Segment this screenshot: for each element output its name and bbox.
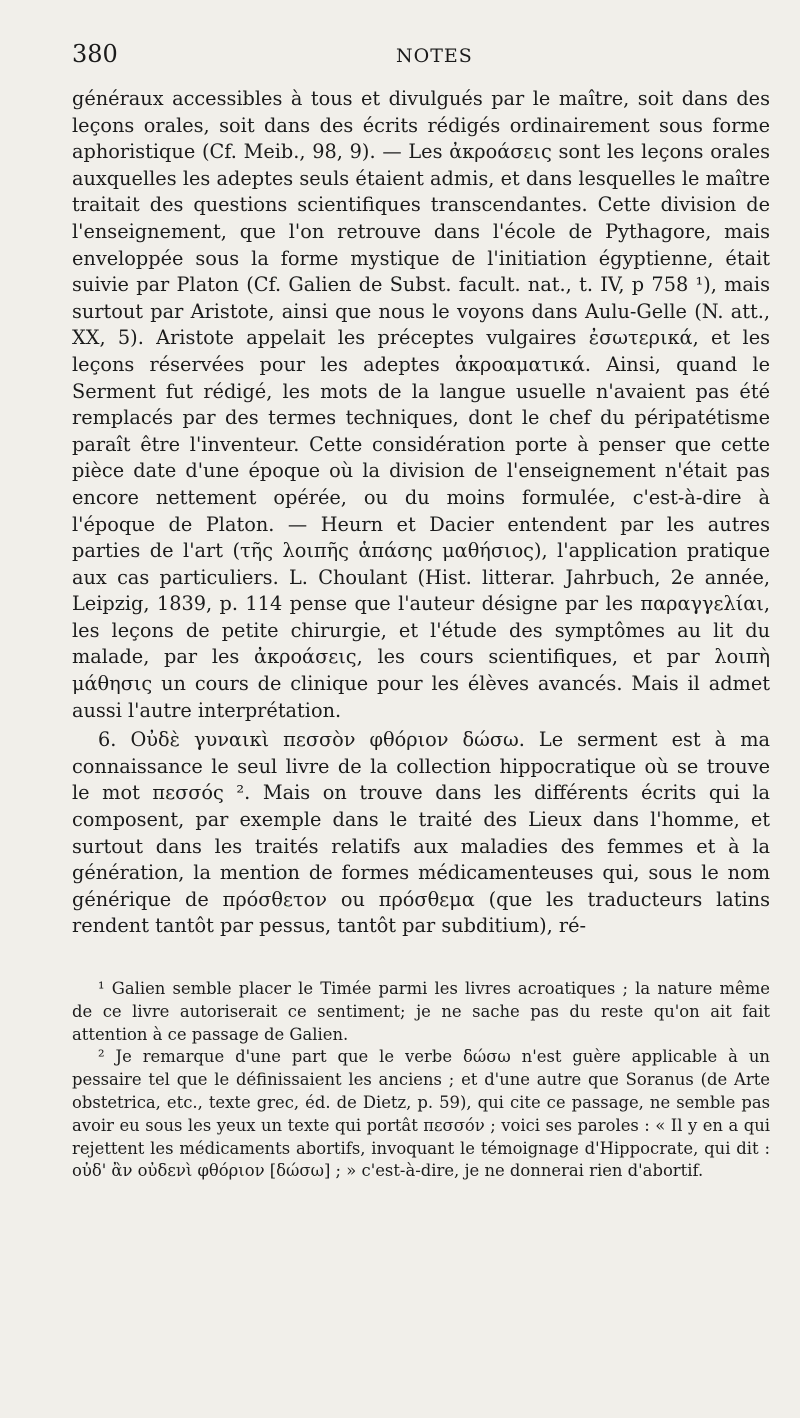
footnote: ¹ Galien semble placer le Timée parmi les livres acroatiques ; la nature même de ce livre autoriserait ce sentiment; je ne sache pas du reste qu'on ait fait attention à ce passage de Galien. xyxy=(72,979,770,1044)
paragraph: généraux accessibles à tous et divulgués par le maître, soit dans des leçons orales, soit dans des écrits rédigés ordinairement sous forme aphoristique (Cf. Meib., 98, 9). — Les ἀκροάσεις sont les leçons orales auxquelles les adeptes seuls étaient admis, et dans lesquelles le maître traitait des questions scientifiques transcendantes. Cette division de l'enseignement, que l'on retrouve dans l'école de Pythagore, mais enveloppée sous la forme mystique de l'initiation égyptienne, était suivie par Platon (Cf. Galien de Subst. facult. nat., t. IV, p 758 ¹), mais surtout par Aristote, ainsi que nous le voyons dans Aulu-Gelle (N. att., XX, 5). Aristote appelait les préceptes vulgaires ἐσωτερικά, et les leçons réservées pour les adeptes ἀκροαματικά. Ainsi, quand le Serment fut rédigé, les mots de la langue usuelle n'avaient pas été remplacés par des termes techniques, dont le chef du péripatétisme paraît être l'inventeur. Cette considération porte à penser que cette pièce date d'une époque où la division de l'enseignement n'était pas encore nettement opérée, ou du moins formulée, c'est-à-dire à l'époque de Platon. — Heurn et Dacier entendent par les autres parties de l'art (τῆς λοιπῆς ἁπάσης μαθήσιος), l'application pratique aux cas particuliers. L. Choulant (Hist. litterar. Jahrbuch, 2e année, Leipzig, 1839, p. 114 pense que l'auteur désigne par les παραγγελίαι, les leçons de petite chirurgie, et l'étude des symptômes au lit du malade, par les ἀκροάσεις, les cours scientifiques, et par λοιπὴ μάθησις un cours de clinique pour les élèves avancés. Mais il admet aussi l'autre interprétation. xyxy=(72,87,770,722)
page-header xyxy=(72,40,770,80)
running-head: NOTES xyxy=(396,45,473,67)
page-number: 380 xyxy=(72,40,118,68)
footnotes xyxy=(72,978,770,1183)
main-text xyxy=(72,86,770,940)
footnote: ² Je remarque d'une part que le verbe δώσω n'est guère applicable à un pessaire tel que le définissaient les anciens ; et d'une autre que Soranus (de Arte obstetrica, etc., texte grec, éd. de Dietz, p. 59), qui cite ce passage, ne semble pas avoir eu sous les yeux un texte qui portât πεσσόν ; voici ses paroles : « Il y en a qui rejettent les médicaments abortifs, invoquant le témoignage d'Hippocrate, qui dit : οὐδ' ἂν οὐδενὶ φθόριον [δώσω] ; » c'est-à-dire, je ne donnerai rien d'abortif. xyxy=(72,1047,770,1181)
paragraph: 6. Οὐδὲ γυναικὶ πεσσὸν φθόριον δώσω. Le serment est à ma connaissance le seul livre de la collection hippocratique où se trouve le mot πεσσός ². Mais on trouve dans les différents écrits qui la composent, par exemple dans le traité des Lieux dans l'homme, et surtout dans les traités relatifs aux maladies des femmes et à la génération, la mention de formes médicamenteuses qui, sous le nom générique de πρόσθετον ou πρόσθεμα (que les traducteurs latins rendent tantôt par pessus, tantôt par subditium), ré- xyxy=(72,728,770,938)
